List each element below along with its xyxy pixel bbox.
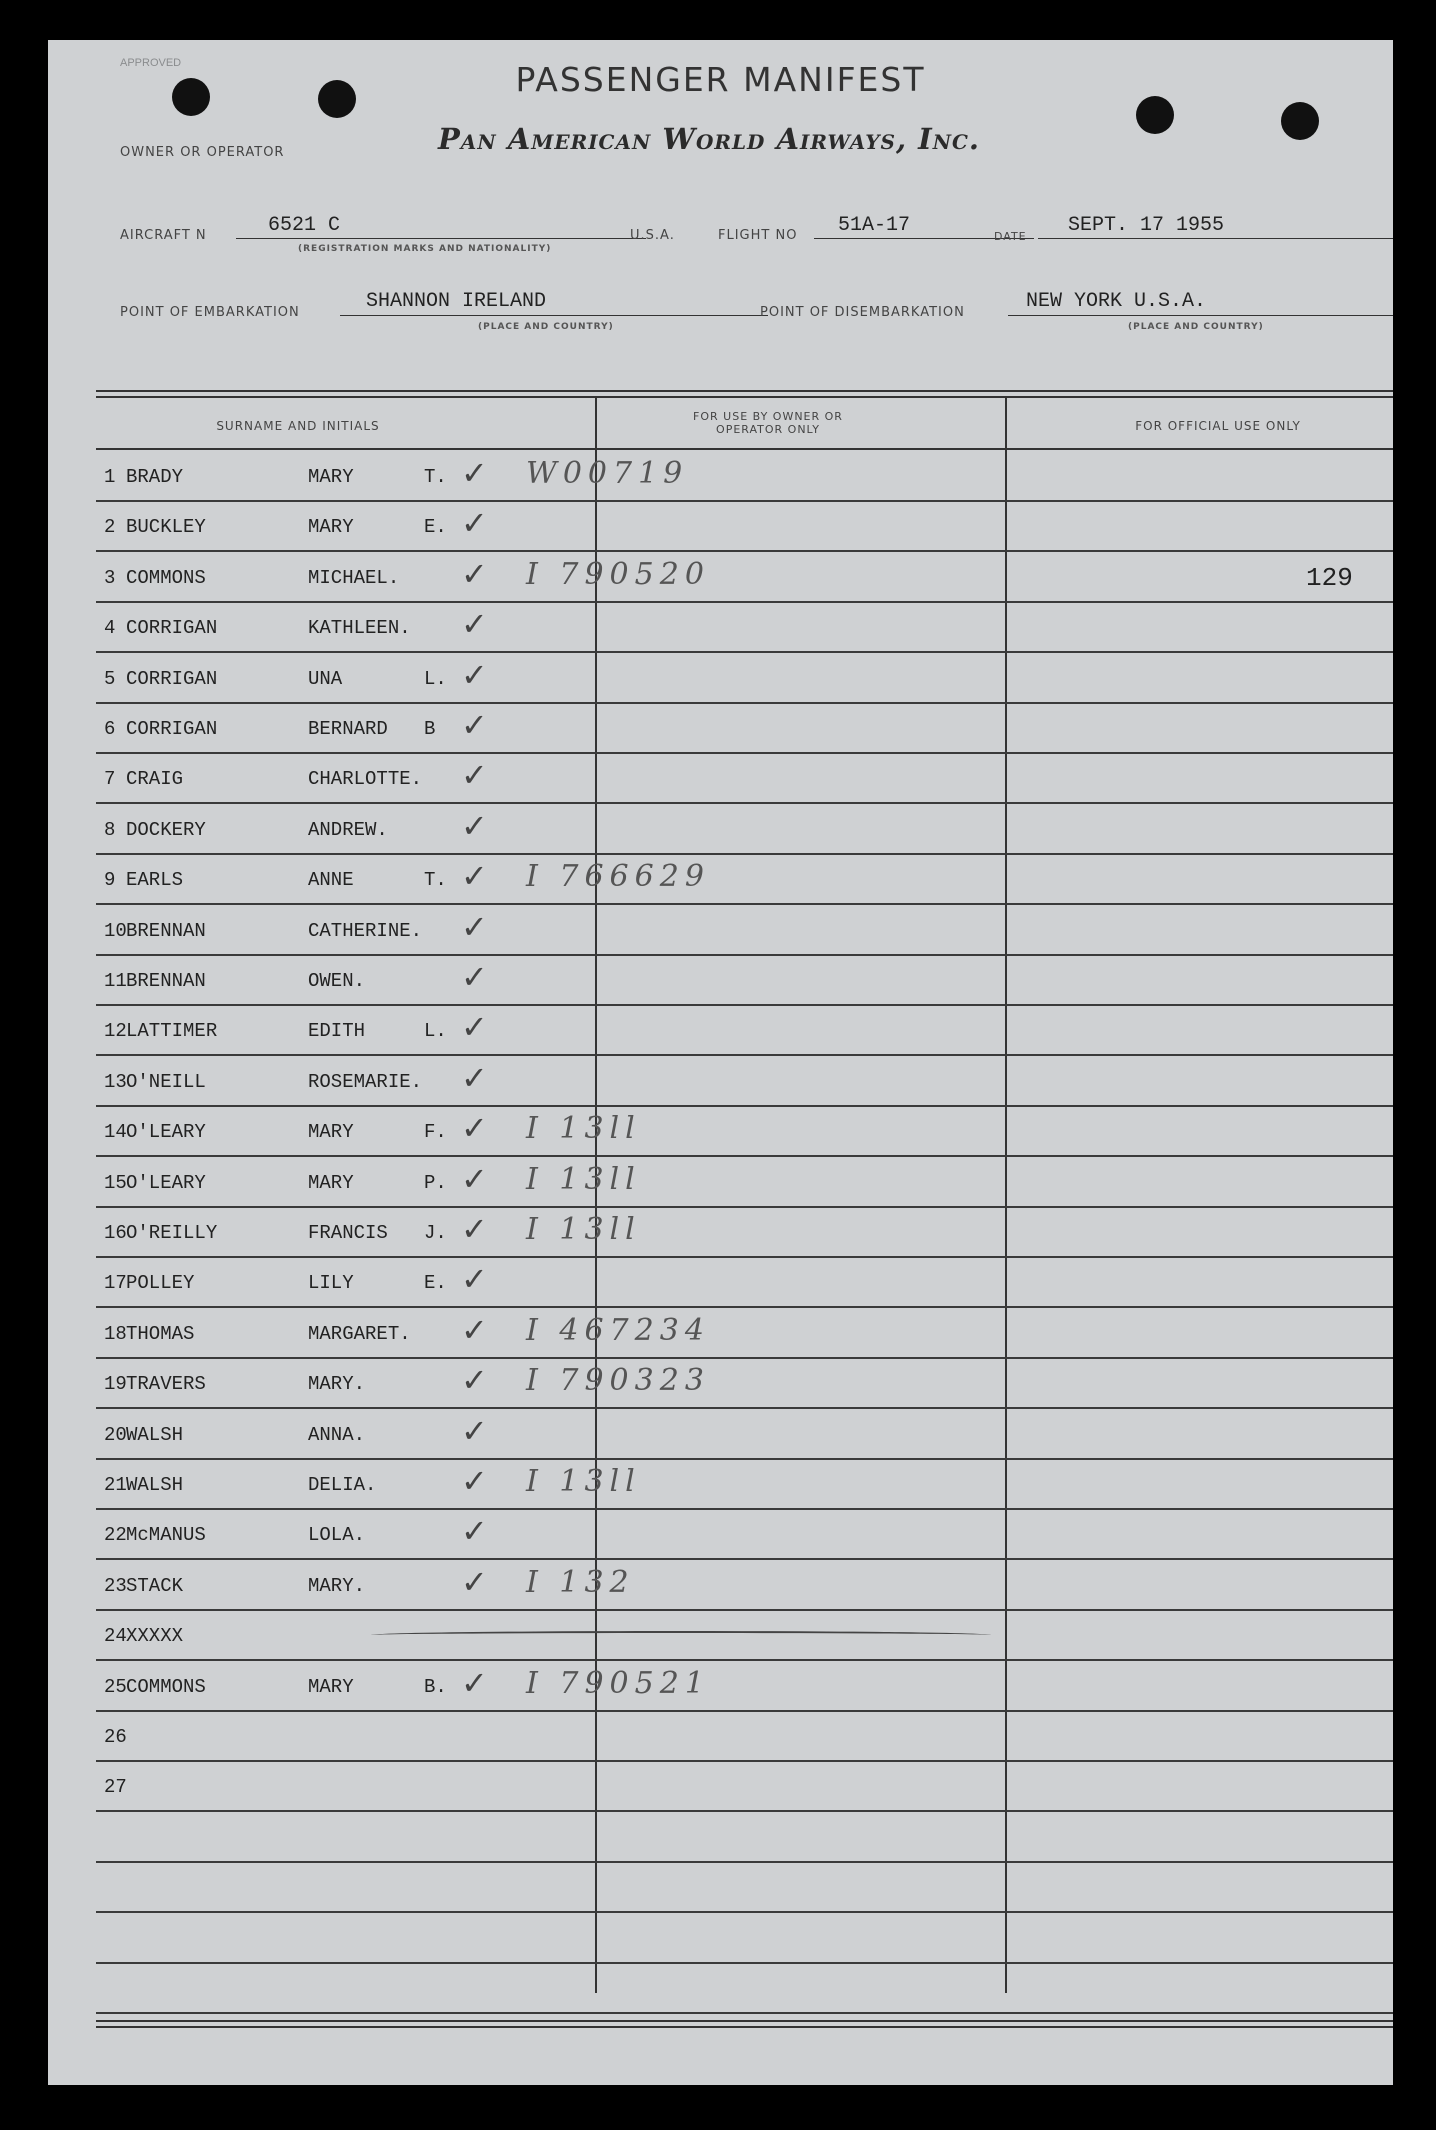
initial: L. xyxy=(424,1020,447,1043)
check-mark-icon: ✓ xyxy=(461,1210,488,1248)
row-number: 19 xyxy=(104,1373,127,1396)
surname: WALSH xyxy=(126,1474,184,1496)
surname: BRENNAN xyxy=(126,919,206,942)
embark-value: SHANNON IRELAND xyxy=(366,290,547,313)
table-row xyxy=(96,1861,1393,1913)
handwritten-note: I 132 xyxy=(526,1564,635,1600)
strikethrough-line xyxy=(371,1631,991,1639)
handwritten-note: I 13ll xyxy=(526,1161,641,1197)
flight-value: 51A-17 xyxy=(838,214,911,237)
given-name: MARY. xyxy=(308,1574,366,1597)
aircraft-underline xyxy=(236,238,646,239)
aircraft-label: AIRCRAFT N xyxy=(120,228,207,243)
punch-hole xyxy=(1136,96,1174,134)
col-head-surname: SURNAME AND INITIALS xyxy=(216,419,380,433)
given-name: BERNARD xyxy=(308,718,388,740)
check-mark-icon: ✓ xyxy=(461,1260,488,1299)
check-mark-icon: ✓ xyxy=(461,554,488,593)
row-number: 3 xyxy=(104,566,116,589)
surname: CORRIGAN xyxy=(126,617,218,640)
initial: L. xyxy=(424,667,447,690)
surname: BUCKLEY xyxy=(126,516,206,539)
given-name: MARY xyxy=(308,1675,354,1698)
row-number: 9 xyxy=(104,869,116,892)
row-number: 18 xyxy=(104,1322,127,1345)
embark-place-note: (PLACE AND COUNTRY) xyxy=(478,322,614,332)
company-name: Pan American World Airways, Inc. xyxy=(438,122,981,156)
given-name: FRANCIS xyxy=(308,1222,388,1244)
surname: LATTIMER xyxy=(126,1020,218,1043)
check-mark-icon: ✓ xyxy=(461,454,488,492)
surname: POLLEY xyxy=(126,1272,195,1295)
table-row xyxy=(96,1760,1393,1812)
surname: BRENNAN xyxy=(126,970,206,992)
date-underline xyxy=(1038,238,1393,239)
check-mark-icon: ✓ xyxy=(461,605,488,644)
table-row xyxy=(96,1710,1393,1762)
page-title: PASSENGER MANIFEST xyxy=(515,60,926,99)
handwritten-note: I 13ll xyxy=(526,1464,641,1499)
registration-note: (REGISTRATION MARKS AND NATIONALITY) xyxy=(298,244,552,254)
check-mark-icon: ✓ xyxy=(461,706,488,744)
table-row xyxy=(96,1559,1393,1611)
manifest-sheet xyxy=(48,40,1393,2085)
table-row xyxy=(96,1408,1393,1460)
given-name: EDITH xyxy=(308,1020,366,1043)
table-bottom-rule xyxy=(96,2020,1393,2022)
row-number: 24 xyxy=(104,1625,127,1648)
check-mark-icon: ✓ xyxy=(461,1361,488,1400)
row-number: 10 xyxy=(104,919,127,942)
given-name: MARY. xyxy=(308,1373,366,1396)
given-name: ANNA. xyxy=(308,1423,366,1446)
surname: McMANUS xyxy=(126,1524,206,1547)
table-row xyxy=(96,752,1393,804)
given-name: MARY xyxy=(308,1171,354,1194)
surname: THOMAS xyxy=(126,1322,195,1345)
handwritten-note: I 790520 xyxy=(526,556,710,592)
given-name: ANNE xyxy=(308,869,354,892)
check-mark-icon: ✓ xyxy=(461,1462,488,1500)
table-row xyxy=(96,1105,1393,1157)
surname: CORRIGAN xyxy=(126,718,218,740)
surname: TRAVERS xyxy=(126,1373,206,1396)
given-name: MARY xyxy=(308,516,354,539)
given-name: MICHAEL. xyxy=(308,566,400,589)
row-number: 12 xyxy=(104,1020,127,1043)
handwritten-note: I 766629 xyxy=(526,859,710,895)
table-row xyxy=(96,1256,1393,1308)
flight-label: FLIGHT NO xyxy=(718,228,798,243)
given-name: MARGARET. xyxy=(308,1322,411,1345)
check-mark-icon: ✓ xyxy=(461,1562,488,1601)
surname: O'NEILL xyxy=(126,1070,206,1093)
row-number: 26 xyxy=(104,1726,127,1748)
disembark-place-note: (PLACE AND COUNTRY) xyxy=(1128,322,1264,332)
check-mark-icon: ✓ xyxy=(461,857,488,896)
check-mark-icon: ✓ xyxy=(461,958,488,996)
table-row xyxy=(96,1055,1393,1107)
handwritten-note: I 790323 xyxy=(526,1363,710,1399)
table-row xyxy=(96,1811,1393,1863)
given-name: MARY xyxy=(308,1121,354,1144)
initial: F. xyxy=(424,1121,447,1144)
table-row xyxy=(96,954,1393,1006)
given-name: ROSEMARIE. xyxy=(308,1070,423,1093)
check-mark-icon: ✓ xyxy=(461,1159,488,1198)
row-number: 23 xyxy=(104,1574,127,1597)
given-name: DELIA. xyxy=(308,1474,377,1496)
given-name: LILY xyxy=(308,1272,354,1295)
initial: B. xyxy=(424,1675,447,1698)
surname: BRADY xyxy=(126,466,184,488)
table-row xyxy=(96,853,1393,905)
table-row xyxy=(96,450,1393,502)
initial: E. xyxy=(424,1272,447,1295)
handwritten-note: I 13ll xyxy=(526,1111,641,1147)
check-mark-icon: ✓ xyxy=(461,504,488,543)
surname: O'REILLY xyxy=(126,1222,218,1244)
row-number: 8 xyxy=(104,818,116,841)
embark-underline xyxy=(340,315,768,316)
table-row xyxy=(96,1660,1393,1712)
disembark-underline xyxy=(1008,315,1393,316)
surname: XXXXX xyxy=(126,1625,184,1648)
col-head-official: FOR OFFICIAL USE ONLY xyxy=(1135,419,1301,433)
official-note: 129 xyxy=(1306,562,1353,593)
table-row xyxy=(96,551,1393,603)
handwritten-note: I 467234 xyxy=(526,1312,710,1348)
disembark-label: POINT OF DISEMBARKATION xyxy=(760,305,965,320)
surname: O'LEARY xyxy=(126,1121,206,1144)
surname: COMMONS xyxy=(126,566,206,589)
given-name: ANDREW. xyxy=(308,818,388,841)
surname: DOCKERY xyxy=(126,818,206,841)
surname: COMMONS xyxy=(126,1675,206,1698)
given-name: CATHERINE. xyxy=(308,919,423,942)
given-name: KATHLEEN. xyxy=(308,617,411,640)
date-value: SEPT. 17 1955 xyxy=(1068,214,1225,237)
table-row xyxy=(96,1912,1393,1964)
handwritten-note: I 13ll xyxy=(526,1212,641,1247)
usa-label: U.S.A. xyxy=(630,228,675,243)
surname: STACK xyxy=(126,1574,184,1597)
handwritten-note: I 790521 xyxy=(526,1665,710,1701)
check-mark-icon: ✓ xyxy=(461,1310,488,1349)
row-number: 2 xyxy=(104,516,116,539)
surname: EARLS xyxy=(126,869,184,892)
row-number: 17 xyxy=(104,1272,127,1295)
disembark-value: NEW YORK U.S.A. xyxy=(1026,290,1207,313)
row-number: 14 xyxy=(104,1121,127,1144)
surname: O'LEARY xyxy=(126,1171,206,1194)
row-number: 15 xyxy=(104,1171,127,1194)
given-name: CHARLOTTE. xyxy=(308,768,423,791)
row-number: 7 xyxy=(104,768,116,791)
table-row xyxy=(96,1962,1393,2014)
table-row xyxy=(96,803,1393,855)
row-number: 22 xyxy=(104,1524,127,1547)
handwritten-note: W00719 xyxy=(526,456,689,491)
check-mark-icon: ✓ xyxy=(461,756,488,795)
row-number: 27 xyxy=(104,1776,127,1799)
punch-hole xyxy=(1281,102,1319,140)
table-row xyxy=(96,1206,1393,1258)
table-row xyxy=(96,500,1393,552)
check-mark-icon: ✓ xyxy=(461,655,488,694)
check-mark-icon: ✓ xyxy=(461,806,488,845)
initial: T. xyxy=(424,466,447,488)
initial: P. xyxy=(424,1171,447,1194)
row-number: 1 xyxy=(104,466,116,488)
row-number: 25 xyxy=(104,1675,127,1698)
surname: CRAIG xyxy=(126,768,184,791)
row-number: 13 xyxy=(104,1070,127,1093)
aircraft-value: 6521 C xyxy=(268,214,341,237)
given-name: UNA xyxy=(308,667,343,690)
date-label: DATE xyxy=(994,230,1027,243)
surname: WALSH xyxy=(126,1423,184,1446)
given-name: LOLA. xyxy=(308,1524,366,1547)
check-mark-icon: ✓ xyxy=(461,1512,488,1551)
table-row xyxy=(96,1156,1393,1208)
row-number: 4 xyxy=(104,617,116,640)
embark-label: POINT OF EMBARKATION xyxy=(120,305,300,320)
table-row xyxy=(96,1004,1393,1056)
table-top-rule xyxy=(96,390,1393,392)
row-number: 20 xyxy=(104,1423,127,1446)
given-name: MARY xyxy=(308,466,354,488)
initial: E. xyxy=(424,516,447,539)
table-row xyxy=(96,1609,1393,1661)
table-row xyxy=(96,1508,1393,1560)
owner-label: OWNER OR OPERATOR xyxy=(120,145,285,160)
table-row xyxy=(96,1458,1393,1510)
row-number: 21 xyxy=(104,1474,127,1496)
check-mark-icon: ✓ xyxy=(461,1109,488,1148)
row-number: 5 xyxy=(104,667,116,690)
table-row xyxy=(96,702,1393,754)
table-row xyxy=(96,1357,1393,1409)
col-head-owner: FOR USE BY OWNER OR OPERATOR ONLY xyxy=(693,410,843,436)
check-mark-icon: ✓ xyxy=(461,1058,488,1097)
table-row xyxy=(96,652,1393,704)
initial: B xyxy=(424,718,436,740)
surname: CORRIGAN xyxy=(126,667,218,690)
table-top-rule xyxy=(96,396,1393,398)
table-row xyxy=(96,601,1393,653)
table-row xyxy=(96,1307,1393,1359)
initial: T. xyxy=(424,869,447,892)
check-mark-icon: ✓ xyxy=(461,1411,488,1450)
check-mark-icon: ✓ xyxy=(461,907,488,946)
check-mark-icon: ✓ xyxy=(461,1663,488,1702)
approval-stamp: APPROVED xyxy=(120,57,182,69)
row-number: 11 xyxy=(104,970,127,992)
check-mark-icon: ✓ xyxy=(461,1008,488,1047)
initial: J. xyxy=(424,1222,447,1244)
row-number: 16 xyxy=(104,1222,127,1244)
given-name: OWEN. xyxy=(308,970,366,992)
row-number: 6 xyxy=(104,718,116,740)
table-bottom-rule xyxy=(96,2026,1393,2028)
table-row xyxy=(96,904,1393,956)
